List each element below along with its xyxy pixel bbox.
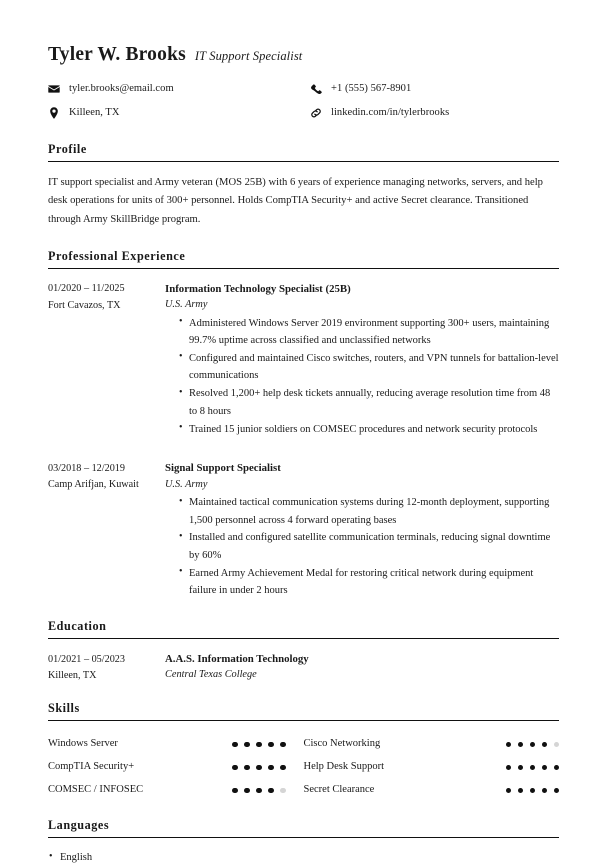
rating-dot-filled — [280, 742, 286, 748]
language-item: • English — [48, 850, 559, 867]
skill-rating-dots — [232, 742, 286, 748]
experience-bullet: • Installed and configured satellite communication terminals, reducing signal downtime by 60% — [179, 529, 559, 564]
experience-entry — [48, 281, 559, 439]
section-profile — [48, 142, 559, 229]
education-entry-body — [165, 651, 559, 685]
rating-dot-filled — [244, 765, 250, 771]
experience-location: Camp Arifjan, Kuwait — [48, 479, 139, 491]
contact-location[interactable] — [48, 107, 310, 120]
skill-rating-dots — [506, 765, 560, 771]
candidate-name: Tyler W. Brooks — [48, 44, 186, 65]
experience-bullet: • Administered Windows Server 2019 environment supporting 300+ users, maintaining 99.7% uptime across classified and unclassified networks — [179, 315, 559, 350]
skill-row — [304, 756, 560, 779]
skill-rating-dots — [506, 788, 560, 794]
skill-label: Secret Clearance — [303, 784, 375, 796]
rating-dot-filled — [530, 765, 536, 771]
education-entry-meta — [48, 651, 165, 685]
education-dates: 01/2021 – 05/2023 — [48, 653, 125, 665]
rating-dot-filled — [232, 765, 238, 771]
section-education — [48, 619, 559, 685]
section-divider — [48, 720, 559, 721]
skill-label: Help Desk Support — [303, 761, 384, 773]
rating-dot-filled — [232, 742, 238, 748]
phone-icon — [310, 83, 322, 95]
contact-linkedin-text: linkedin.com/in/tylerbrooks — [331, 106, 450, 118]
profile-summary-text: IT support specialist and Army veteran (MOS 25B) with 6 years of experience managing networks, servers, and help desk operations for units of 300+ personnel. Holds CompTIA Security+ and active Secret clearance. Transitioned through Army SkillBridge program. — [48, 177, 543, 225]
experience-dates: 03/2018 – 12/2019 — [48, 462, 125, 474]
education-degree: A.A.S. Information Technology — [165, 653, 309, 666]
rating-dot-filled — [280, 765, 286, 771]
experience-dates: 01/2020 – 11/2025 — [48, 283, 125, 295]
education-school: Central Texas College — [165, 669, 257, 681]
contact-location-text: Killeen, TX — [69, 106, 120, 118]
rating-dot-filled — [542, 788, 548, 794]
resume-header — [48, 44, 559, 66]
link-icon — [310, 107, 322, 119]
skill-label: CompTIA Security+ — [48, 761, 135, 773]
envelope-icon — [48, 83, 60, 95]
experience-entry-meta — [48, 281, 165, 439]
experience-location: Fort Cavazos, TX — [48, 299, 121, 311]
rating-dot-filled — [542, 742, 548, 748]
experience-bullet: • Maintained tactical communication systems during 12-month deployment, supporting 1,500 personnel across 4 forward operating bases — [179, 494, 559, 529]
spacer — [48, 600, 559, 619]
skill-row — [48, 733, 304, 756]
contact-email[interactable] — [48, 83, 310, 96]
rating-dot-filled — [256, 765, 262, 771]
spacer — [48, 802, 559, 818]
contact-details — [48, 83, 559, 119]
rating-dot-filled — [506, 742, 512, 748]
education-location: Killeen, TX — [48, 670, 97, 682]
experience-role: Information Technology Specialist (25B) — [165, 282, 351, 295]
section-title-experience: Professional Experience — [48, 248, 186, 263]
contact-phone-text: +1 (555) 567-8901 — [331, 83, 412, 94]
experience-entry-body — [165, 281, 559, 439]
rating-dot-filled — [268, 765, 274, 771]
contact-email-text: tyler.brooks@email.com — [69, 83, 174, 94]
rating-dot-filled — [530, 742, 536, 748]
rating-dot-empty — [554, 742, 560, 748]
experience-organization: U.S. Army — [165, 299, 208, 311]
section-title-education: Education — [48, 619, 107, 634]
experience-bullets — [165, 494, 559, 600]
rating-dot-filled — [518, 788, 524, 794]
spacer — [48, 451, 559, 460]
rating-dot-filled — [518, 765, 524, 771]
rating-dot-filled — [542, 765, 548, 771]
rating-dot-filled — [232, 788, 238, 794]
experience-role: Signal Support Specialist — [165, 462, 281, 475]
rating-dot-empty — [280, 788, 286, 794]
experience-organization: U.S. Army — [165, 478, 208, 490]
section-experience — [48, 249, 559, 600]
experience-entry-meta — [48, 460, 165, 600]
rating-dot-filled — [244, 742, 250, 748]
map-pin-icon — [48, 107, 60, 119]
experience-bullet: • Trained 15 junior soldiers on COMSEC procedures and network security protocols — [179, 421, 559, 438]
languages-list — [48, 850, 559, 867]
section-divider — [48, 638, 559, 639]
rating-dot-filled — [268, 742, 274, 748]
skill-label: Windows Server — [48, 738, 118, 750]
contact-phone[interactable] — [310, 83, 559, 96]
rating-dot-filled — [244, 788, 250, 794]
spacer — [48, 685, 559, 701]
rating-dot-filled — [554, 765, 560, 771]
section-title-languages: Languages — [48, 817, 110, 832]
section-languages — [48, 818, 559, 867]
rating-dot-filled — [506, 765, 512, 771]
skill-label: Cisco Networking — [303, 738, 381, 750]
rating-dot-filled — [256, 788, 262, 794]
skill-row — [48, 756, 304, 779]
experience-bullet: • Configured and maintained Cisco switches, routers, and VPN tunnels for battalion-level communications — [179, 350, 559, 385]
skills-grid — [48, 733, 559, 802]
skill-row — [304, 779, 560, 802]
skill-rating-dots — [232, 788, 286, 794]
experience-entry-body — [165, 460, 559, 600]
contact-linkedin[interactable] — [310, 107, 559, 120]
section-divider — [48, 161, 559, 162]
section-divider — [48, 268, 559, 269]
rating-dot-filled — [530, 788, 536, 794]
candidate-job-title: IT Support Specialist — [194, 49, 303, 63]
skill-row — [48, 779, 304, 802]
section-skills — [48, 701, 559, 802]
rating-dot-filled — [518, 742, 524, 748]
skill-label: COMSEC / INFOSEC — [48, 784, 144, 796]
experience-entry — [48, 460, 559, 600]
rating-dot-filled — [256, 742, 262, 748]
skill-rating-dots — [506, 742, 560, 748]
skill-rating-dots — [232, 765, 286, 771]
education-entry — [48, 651, 559, 685]
experience-bullet: • Resolved 1,200+ help desk tickets annually, reducing average resolution time from 48 to 8 hours — [179, 385, 559, 420]
skill-row — [304, 733, 560, 756]
experience-bullets — [165, 315, 559, 438]
experience-bullet: • Earned Army Achievement Medal for restoring critical network during equipment failure in under 2 hours — [179, 565, 559, 600]
section-title-profile: Profile — [48, 142, 87, 157]
rating-dot-filled — [268, 788, 274, 794]
section-title-skills: Skills — [48, 700, 80, 715]
rating-dot-filled — [554, 788, 560, 794]
rating-dot-filled — [506, 788, 512, 794]
section-divider — [48, 837, 559, 838]
